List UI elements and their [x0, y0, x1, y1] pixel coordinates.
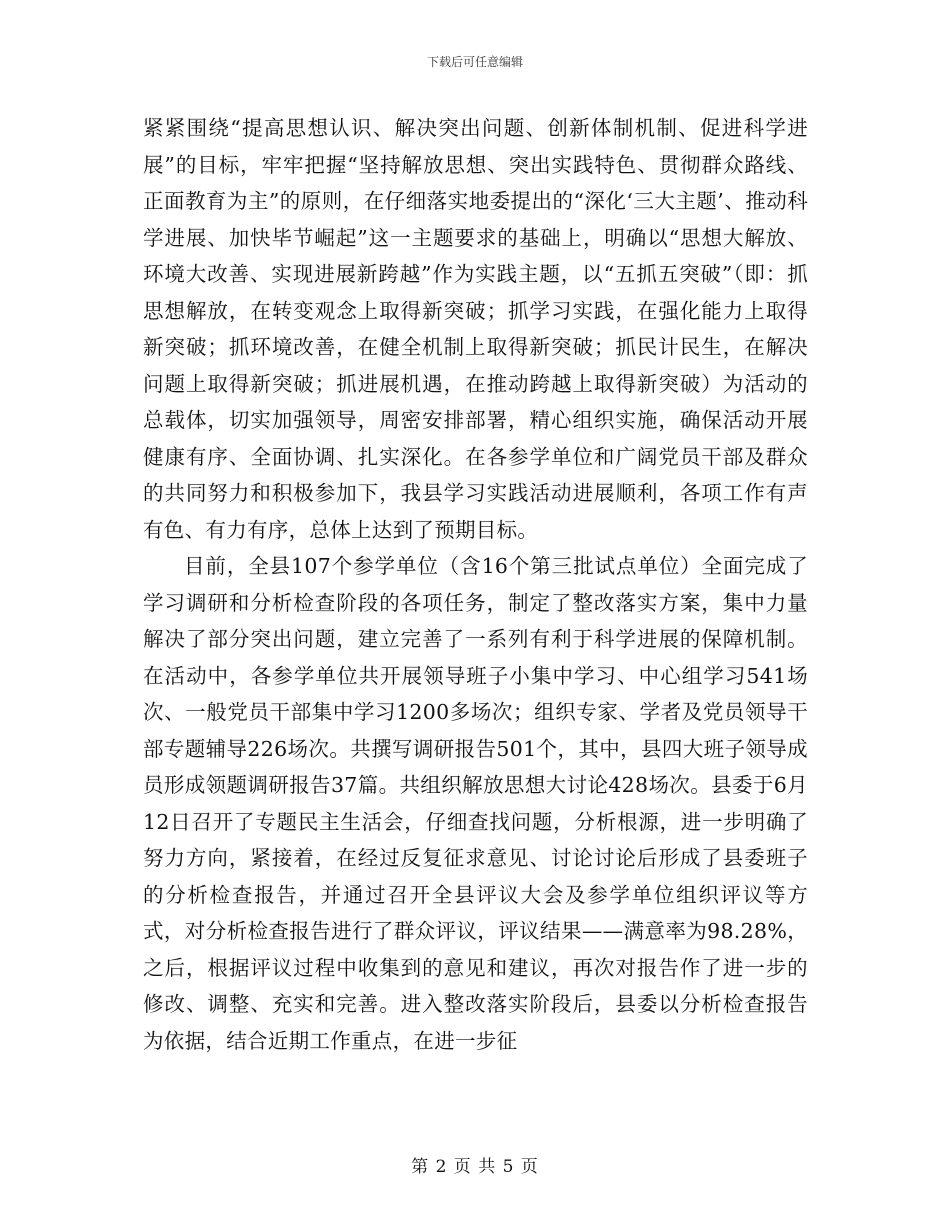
paragraph-current-status: 目前，全县107个参学单位（含16个第三批试点单位）全面完成了学习调研和分析检查阶段的各项任务，制定了整改落实方案，集中力量解决了部分突出问题，建立完善了一系列有利于科学进展的保障机制。在活动中，各参学单位共开展领导班子小集中学习、中心组学习541场次、一般党员干部集中学习1200多场次；组织专家、学者及党员领导干部专题辅导226场次。共撰写调研报告501个，其中，县四大班子领导成员形成领题调研报告37篇。共组织解放思想大讨论428场次。县委于6月12日召开了专题民主生活会，仔细查找问题，分析根源，进一步明确了努力方向，紧接着，在经过反复征求意见、讨论讨论后形成了县委班子的分析检查报告，并通过召开全县评议大会及参学单位组织评议等方式，对分析检查报告进行了群众评议，评议结果——满意率为98.28%，之后，根据评议过程中收集到的意见和建议，再次对报告作了进一步的修改、调整、充实和完善。进入整改落实阶段后，县委以分析检查报告为依据，结合近期工作重点，在进一步征: [143, 554, 808, 1053]
page-header: 下载后可任意编辑: [426, 55, 523, 69]
paragraph-continuation: 紧紧围绕“提高思想认识、解决突出问题、创新体制机制、促进科学进展”的目标，牢牢把握“坚持解放思想、突出实践特色、贯彻群众路线、正面教育为主”的原则，在仔细落实地委提出的“深化‘三大主题’、推动科学进展、加快毕节崛起”这一主题要求的基础上，明确以“思想大解放、环境大改善、实现进展新跨越”作为实践主题，以“五抓五突破”（即：抓思想解放，在转变观念上取得新突破；抓学习实践，在强化能力上取得新突破；抓环境改善，在健全机制上取得新突破；抓民计民生，在解决问题上取得新突破；抓进展机遇，在推动跨越上取得新突破）为活动的总载体，切实加强领导，周密安排部署，精心组织实施，确保活动开展健康有序、全面协调、扎实深化。在各参学单位和广阔党员干部及群众的共同努力和积极参加下，我县学习实践活动进展顺利，各项工作有声有色、有力有序，总体上达到了预期目标。: [143, 116, 808, 542]
page-number: 第 2 页 共 5 页: [411, 1157, 539, 1177]
document-body: [143, 110, 808, 1059]
